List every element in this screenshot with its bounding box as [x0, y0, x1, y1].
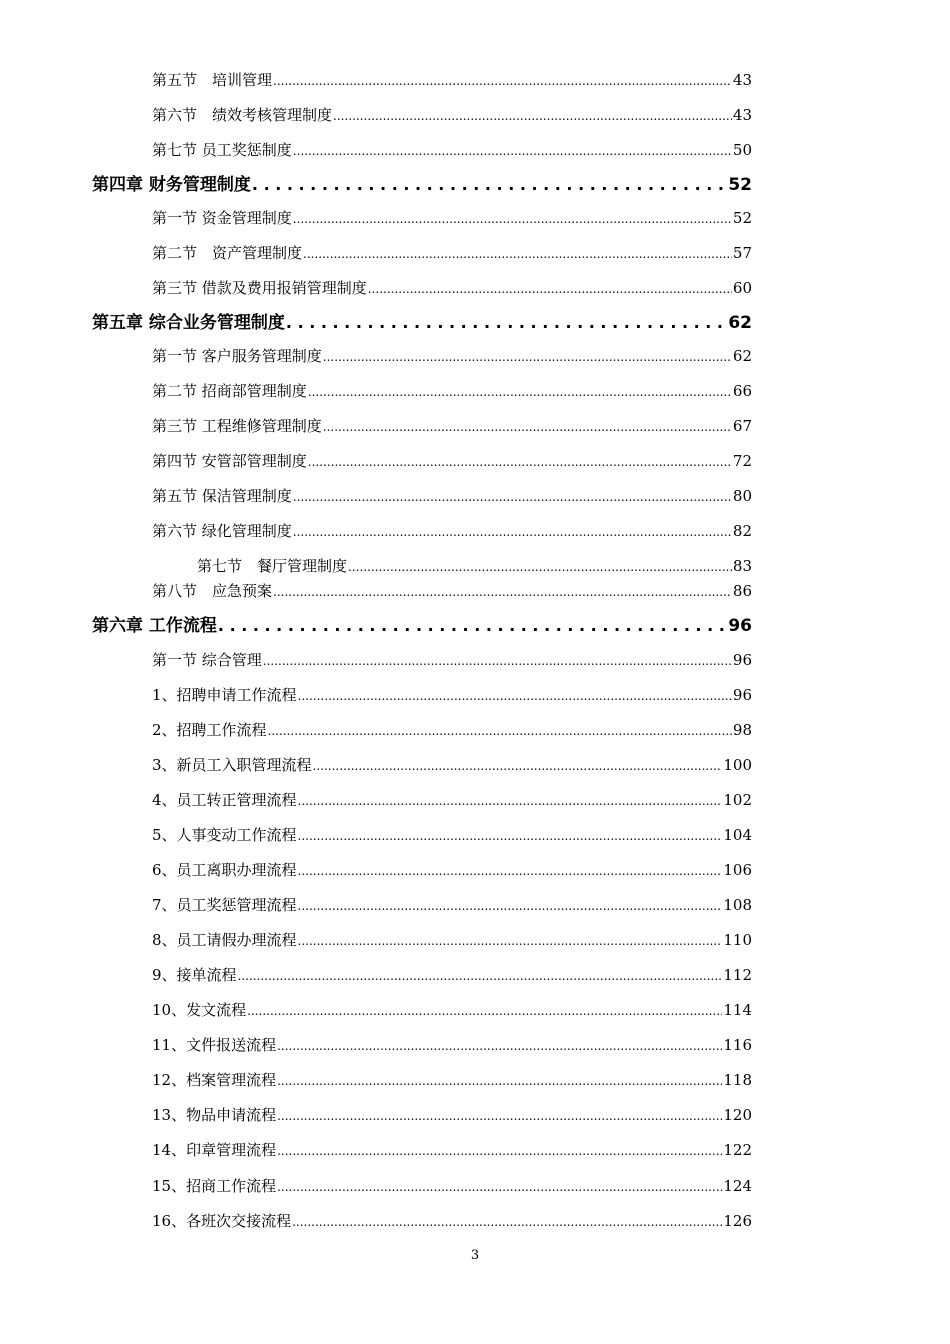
- leader-dots: [348, 556, 732, 577]
- toc-entry-label: 第五节 培训管理: [152, 71, 273, 89]
- toc-entry-label: 第五节 保洁管理制度: [152, 487, 292, 505]
- toc-entry-page: 118: [723, 1071, 752, 1089]
- toc-entry[interactable]: [152, 521, 752, 542]
- toc-entry-label: 14、印章管理流程: [152, 1141, 277, 1159]
- toc-entry-page: 112: [723, 966, 752, 984]
- leader-dots: [286, 312, 727, 334]
- leader-dots: [293, 521, 732, 542]
- leader-dots: [303, 243, 732, 264]
- toc-entry[interactable]: [152, 755, 752, 776]
- toc-entry-label: 6、员工离职办理流程: [152, 861, 297, 879]
- toc-entry-page: 82: [732, 522, 752, 540]
- leader-dots: [368, 278, 732, 299]
- toc-entry-page: 116: [723, 1036, 752, 1054]
- toc-chapter-page: 96: [728, 616, 752, 636]
- toc-entry-label: 第六节 绩效考核管理制度: [152, 106, 333, 124]
- toc-entry-label: 10、发文流程: [152, 1001, 247, 1019]
- leader-dots: [313, 755, 723, 776]
- toc-entry-page: 62: [732, 347, 752, 365]
- leader-dots: [273, 581, 732, 602]
- toc-entry[interactable]: [152, 208, 752, 229]
- toc-entry-label: 第一节 资金管理制度: [152, 209, 292, 227]
- toc-entry[interactable]: [152, 860, 752, 881]
- leader-dots: [308, 451, 732, 472]
- toc-entry[interactable]: [152, 1035, 752, 1056]
- page-number: 3: [470, 1248, 480, 1263]
- toc-entry-page: 120: [723, 1106, 752, 1124]
- leader-dots: [293, 486, 732, 507]
- toc-entry-label: 1、招聘申请工作流程: [152, 686, 297, 704]
- leader-dots: [238, 965, 723, 986]
- leader-dots: [277, 1070, 722, 1091]
- toc-entry-page: 52: [732, 209, 752, 227]
- leader-dots: [277, 1105, 722, 1126]
- toc-entry-page: 98: [732, 721, 752, 739]
- toc-entry-page: 106: [723, 861, 752, 879]
- toc-entry-label: 9、接单流程: [152, 966, 237, 984]
- leader-dots: [247, 1000, 722, 1021]
- toc-entry-label: 7、员工奖惩管理流程: [152, 896, 297, 914]
- leader-dots: [308, 381, 732, 402]
- leader-dots: [293, 140, 732, 161]
- toc-entry-page: 100: [723, 756, 752, 774]
- toc-entry-page: 57: [732, 244, 752, 262]
- toc-entry-label: 4、员工转正管理流程: [152, 791, 297, 809]
- toc-entry[interactable]: [152, 965, 752, 986]
- leader-dots: [268, 720, 732, 741]
- toc-entry-label: 第六节 绿化管理制度: [152, 522, 292, 540]
- toc-entry-label: 5、人事变动工作流程: [152, 826, 297, 844]
- toc-entry[interactable]: [152, 650, 752, 671]
- toc-entry[interactable]: [152, 1105, 752, 1126]
- leader-dots: [333, 105, 732, 126]
- toc-entry[interactable]: [152, 451, 752, 472]
- leader-dots: [323, 346, 732, 367]
- toc-entry-page: 96: [732, 651, 752, 669]
- toc-entry-page: 50: [732, 141, 752, 159]
- toc-entry[interactable]: [152, 278, 752, 299]
- toc-entry-page: 102: [723, 791, 752, 809]
- toc-entry[interactable]: [152, 70, 752, 91]
- toc-entry-label: 12、档案管理流程: [152, 1071, 277, 1089]
- toc-entry-page: 43: [732, 71, 752, 89]
- toc-entry-label: 第一节 客户服务管理制度: [152, 347, 322, 365]
- toc-entry-label: 3、新员工入职管理流程: [152, 756, 312, 774]
- toc-entry-page: 43: [732, 106, 752, 124]
- leader-dots: [298, 895, 723, 916]
- toc-entry-label: 第二节 资产管理制度: [152, 244, 303, 262]
- toc-entry[interactable]: [152, 825, 752, 846]
- toc-entry-page: 108: [723, 896, 752, 914]
- toc-entry-label: 第七节 餐厅管理制度: [197, 557, 348, 575]
- toc-chapter-label: 第四章 财务管理制度: [92, 175, 251, 195]
- toc-entry[interactable]: [152, 895, 752, 916]
- toc-entry[interactable]: [152, 790, 752, 811]
- toc-entry-label: 第八节 应急预案: [152, 582, 273, 600]
- toc-entry-page: 86: [732, 582, 752, 600]
- toc-entry[interactable]: [152, 581, 752, 602]
- toc-entry[interactable]: [152, 1000, 752, 1021]
- leader-dots: [263, 650, 732, 671]
- toc-entry-page: 66: [732, 382, 752, 400]
- toc-entry[interactable]: [152, 1176, 752, 1197]
- leader-dots: [298, 860, 723, 881]
- toc-entry[interactable]: [197, 556, 752, 577]
- leader-dots: [293, 208, 732, 229]
- toc-entry-page: 104: [723, 826, 752, 844]
- toc-entry[interactable]: [152, 685, 752, 706]
- leader-dots: [273, 70, 732, 91]
- toc-entry-label: 11、文件报送流程: [152, 1036, 277, 1054]
- leader-dots: [298, 930, 723, 951]
- toc-chapter[interactable]: [92, 174, 752, 196]
- toc-entry-page: 124: [723, 1177, 752, 1195]
- toc-chapter-label: 第五章 综合业务管理制度: [92, 313, 285, 333]
- toc-chapter-page: 52: [728, 175, 752, 195]
- toc-chapter-label: 第六章 工作流程: [92, 616, 217, 636]
- toc-chapter[interactable]: [92, 615, 752, 637]
- leader-dots: [277, 1035, 722, 1056]
- toc-entry[interactable]: [152, 105, 752, 126]
- toc-entry[interactable]: [152, 1070, 752, 1091]
- toc-entry[interactable]: [152, 930, 752, 951]
- toc-entry-label: 第一节 综合管理: [152, 651, 262, 669]
- leader-dots: [292, 1211, 722, 1232]
- toc-entry-label: 第七节 员工奖惩制度: [152, 141, 292, 159]
- toc-entry[interactable]: [152, 140, 752, 161]
- toc-entry-label: 8、员工请假办理流程: [152, 931, 297, 949]
- leader-dots: [298, 685, 732, 706]
- leader-dots: [252, 174, 727, 196]
- toc-entry-page: 110: [723, 931, 752, 949]
- toc-entry-label: 15、招商工作流程: [152, 1177, 277, 1195]
- toc-entry[interactable]: [152, 1140, 752, 1161]
- toc-entry-label: 2、招聘工作流程: [152, 721, 267, 739]
- leader-dots: [298, 825, 723, 846]
- toc-entry-label: 16、各班次交接流程: [152, 1212, 292, 1230]
- toc-entry[interactable]: [152, 346, 752, 367]
- toc-entry-label: 第三节 工程维修管理制度: [152, 417, 322, 435]
- toc-entry[interactable]: [152, 416, 752, 437]
- toc-entry-page: 72: [732, 452, 752, 470]
- leader-dots: [277, 1140, 722, 1161]
- toc-entry-page: 60: [732, 279, 752, 297]
- toc-entry-label: 13、物品申请流程: [152, 1106, 277, 1124]
- toc-entry[interactable]: [152, 1211, 752, 1232]
- toc-chapter-page: 62: [728, 313, 752, 333]
- leader-dots: [323, 416, 732, 437]
- toc-entry[interactable]: [152, 243, 752, 264]
- toc-entry-page: 83: [732, 557, 752, 575]
- toc-entry-page: 80: [732, 487, 752, 505]
- leader-dots: [298, 790, 723, 811]
- leader-dots: [218, 615, 727, 637]
- toc-entry[interactable]: [152, 720, 752, 741]
- toc-entry[interactable]: [152, 486, 752, 507]
- toc-entry[interactable]: [152, 381, 752, 402]
- toc-entry-page: 114: [723, 1001, 752, 1019]
- toc-chapter[interactable]: [92, 312, 752, 334]
- toc-entry-page: 67: [732, 417, 752, 435]
- toc-entry-page: 122: [723, 1141, 752, 1159]
- toc-entry-label: 第四节 安管部管理制度: [152, 452, 307, 470]
- toc-entry-label: 第二节 招商部管理制度: [152, 382, 307, 400]
- toc-entry-page: 96: [732, 686, 752, 704]
- leader-dots: [277, 1176, 722, 1197]
- toc-entry-page: 126: [723, 1212, 752, 1230]
- toc-entry-label: 第三节 借款及费用报销管理制度: [152, 279, 367, 297]
